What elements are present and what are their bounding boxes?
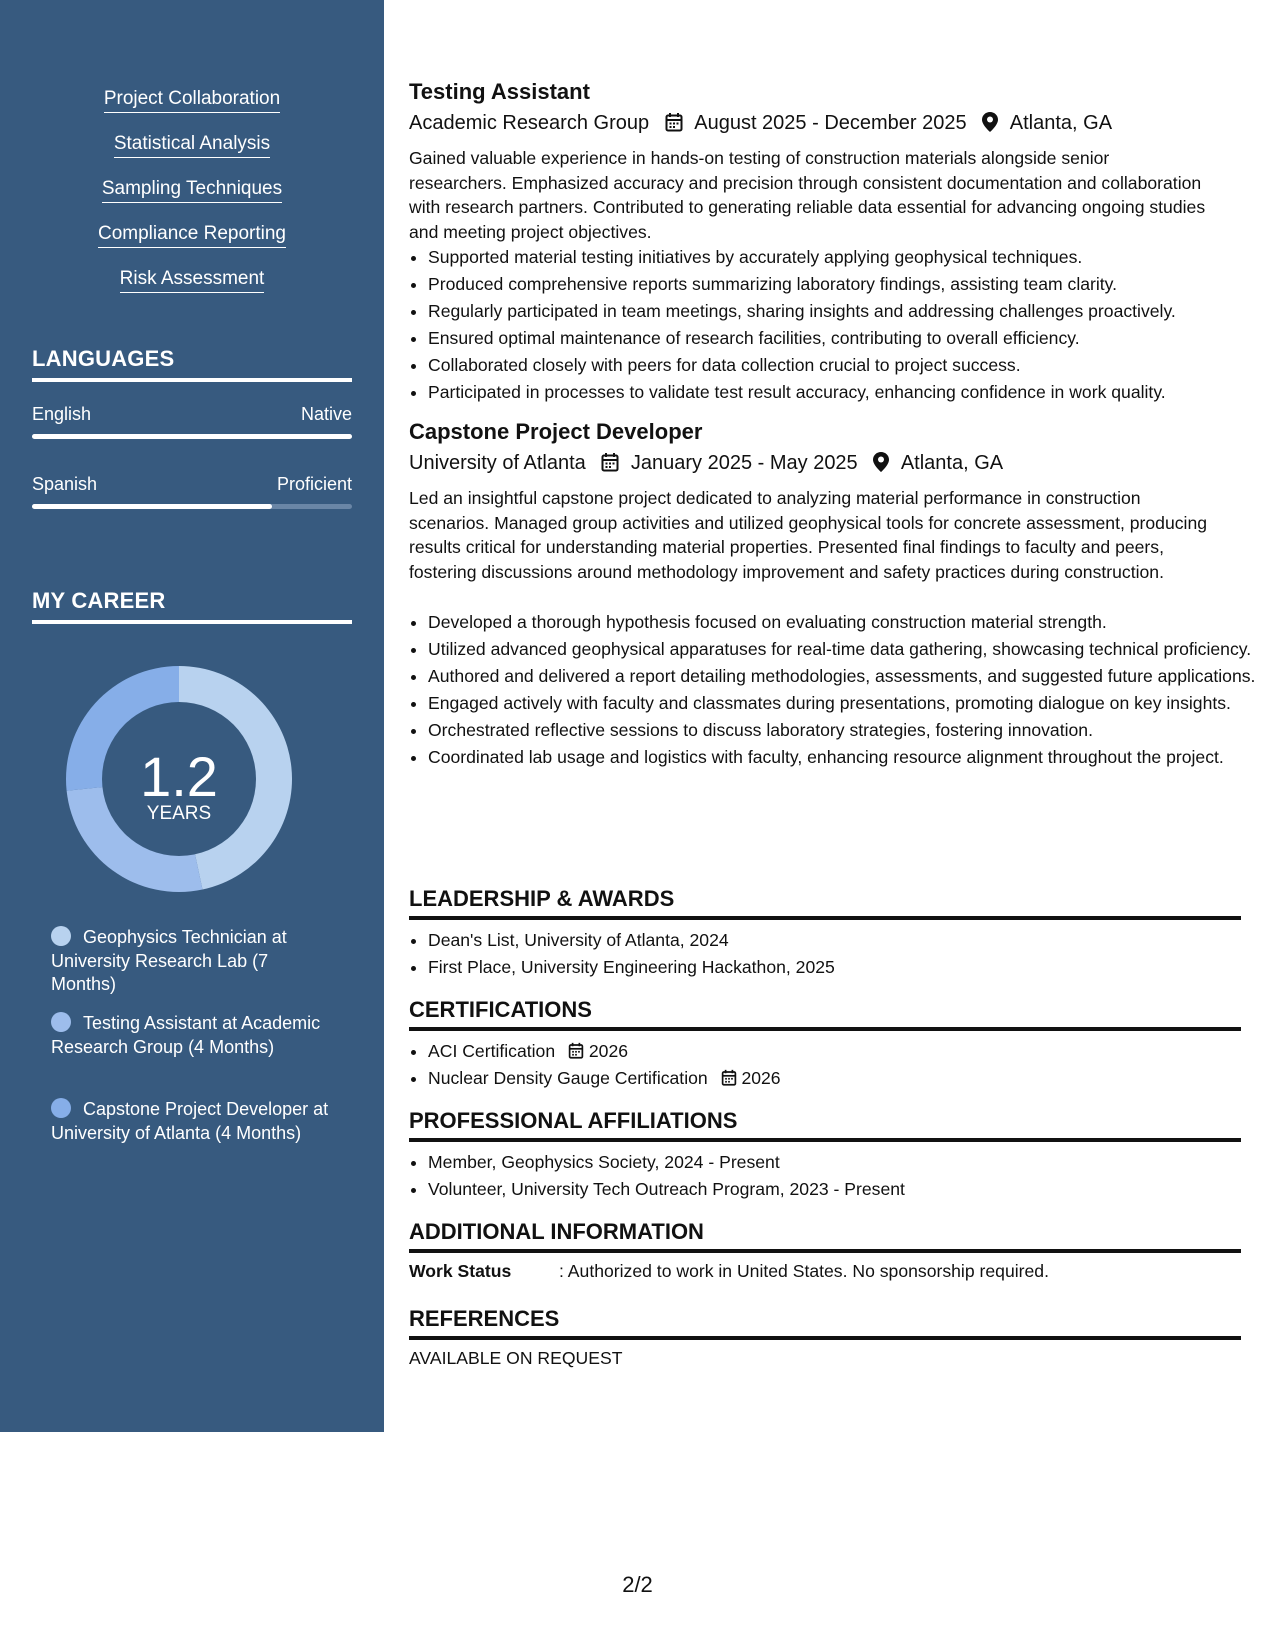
job-org: University of Atlanta (409, 452, 586, 474)
section-heading-leadership: LEADERSHIP & AWARDS (409, 886, 1241, 920)
career-legend-item: Capstone Project Developer at University of Atlanta (4 Months) (51, 1099, 329, 1143)
section-heading-certifications: CERTIFICATIONS (409, 997, 1241, 1031)
career-total-unit: YEARS (146, 803, 212, 824)
language-row (32, 404, 352, 425)
language-row (32, 474, 352, 495)
job-meta (409, 112, 1112, 135)
list-item: • Collaborated closely with peers for data collection crucial to project success. (428, 353, 1258, 378)
job-dates: August 2025 - December 2025 (694, 112, 967, 134)
list-item: • Developed a thorough hypothesis focused on evaluating construction material strength. (428, 610, 1258, 635)
career-heading: MY CAREER (32, 588, 352, 624)
job-title: Testing Assistant (409, 79, 590, 104)
job-org: Academic Research Group (409, 112, 650, 134)
list-item: • Produced comprehensive reports summarizing laboratory findings, assisting team clarity. (428, 272, 1258, 297)
job-description: Gained valuable experience in hands-on testing of construction materials alongside senior researchers. Emphasized accuracy and precision through consistent documentation and collaboration with research partners. Contributed to generating reliable data essential for advancing ongoing studies and meeting project objectives. (409, 148, 1206, 242)
skill-item: Project Collaboration (0, 88, 384, 110)
list-item: • Ensured optimal maintenance of research facilities, contributing to overall efficiency. (428, 326, 1258, 351)
legend-dot (51, 1098, 71, 1118)
language-bar (32, 434, 352, 439)
skill-item: Risk Assessment (0, 268, 384, 290)
list-item: • Coordinated lab usage and logistics with faculty, enhancing resource alignment throughout the project. (428, 745, 1258, 770)
work-status-row (409, 1261, 1049, 1282)
list-item: • Dean's List, University of Atlanta, 2024 (428, 928, 1258, 953)
sidebar (0, 0, 384, 1432)
skill-item: Compliance Reporting (0, 223, 384, 245)
section-heading-affiliations: PROFESSIONAL AFFILIATIONS (409, 1108, 1241, 1142)
list-item: • Member, Geophysics Society, 2024 - Present (428, 1150, 1258, 1175)
certification-year: 2026 (588, 1041, 629, 1061)
work-status-value: : Authorized to work in United States. No sponsorship required. (559, 1261, 1049, 1281)
certification-item (428, 1066, 1258, 1091)
language-level: Proficient (276, 474, 352, 494)
list-item: • Supported material testing initiatives by accurately applying geophysical techniques. (428, 245, 1258, 270)
job-location: Atlanta, GA (900, 452, 1004, 474)
language-bar-fill (32, 434, 352, 439)
job-bullets (409, 610, 1258, 772)
map-pin-icon (873, 452, 889, 474)
certification-name: ACI Certification (428, 1041, 556, 1061)
calendar-icon (665, 112, 683, 134)
language-level: Native (300, 404, 352, 424)
list-item: • Participated in processes to validate test result accuracy, enhancing confidence in work quality. (428, 380, 1258, 405)
certification-name: Nuclear Density Gauge Certification (428, 1068, 708, 1088)
list-item: • Utilized advanced geophysical apparatuses for real-time data gathering, showcasing technical proficiency. (428, 637, 1258, 662)
map-pin-icon (982, 112, 998, 134)
calendar-icon (721, 1068, 737, 1088)
work-status-label: Work Status (409, 1261, 512, 1281)
section-heading-references: REFERENCES (409, 1306, 1241, 1340)
job-bullets (409, 245, 1258, 407)
job-meta (409, 452, 1003, 475)
language-name: English (32, 404, 92, 424)
legend-dot (51, 926, 71, 946)
list-item: • Authored and delivered a report detailing methodologies, assessments, and suggested future applications. (428, 664, 1258, 689)
list-item: • Volunteer, University Tech Outreach Program, 2023 - Present (428, 1177, 1258, 1202)
calendar-icon (568, 1041, 584, 1061)
job-dates: January 2025 - May 2025 (630, 452, 858, 474)
languages-heading: LANGUAGES (32, 346, 352, 382)
page-number: 2/2 (622, 1572, 653, 1597)
leadership-list (409, 928, 1258, 982)
career-total-value: 1.2 (140, 745, 218, 808)
skill-item: Sampling Techniques (0, 178, 384, 200)
legend-dot (51, 1012, 71, 1032)
list-item: • Regularly participated in team meetings, sharing insights and addressing challenges proactively. (428, 299, 1258, 324)
section-heading-additional: ADDITIONAL INFORMATION (409, 1219, 1241, 1253)
certification-year: 2026 (741, 1068, 781, 1088)
language-bar (32, 504, 352, 509)
certifications-list (409, 1039, 1258, 1093)
calendar-icon (601, 452, 619, 474)
affiliations-list (409, 1150, 1258, 1204)
language-name: Spanish (32, 474, 98, 494)
job-description: Led an insightful capstone project dedicated to analyzing material performance in construction scenarios. Managed group activities and utilized geophysical tools for concrete assessment, producing results critical for understanding material properties. Presented final findings to faculty and peers, fostering discussions around methodology improvement and safety practices during construction. (409, 488, 1208, 582)
list-item: • Orchestrated reflective sessions to discuss laboratory strategies, fostering innovation. (428, 718, 1258, 743)
language-bar-fill (32, 504, 272, 509)
certification-item (428, 1039, 1258, 1064)
career-legend-item: Geophysics Technician at University Research Lab (7 Months) (51, 927, 287, 994)
list-item: • First Place, University Engineering Hackathon, 2025 (428, 955, 1258, 980)
job-location: Atlanta, GA (1009, 112, 1113, 134)
references-text: AVAILABLE ON REQUEST (409, 1348, 623, 1368)
list-item: • Engaged actively with faculty and classmates during presentations, promoting dialogue on key insights. (428, 691, 1258, 716)
career-donut-chart (66, 666, 292, 892)
job-title: Capstone Project Developer (409, 419, 703, 444)
career-legend-item: Testing Assistant at Academic Research Group (4 Months) (51, 1013, 321, 1057)
skill-item: Statistical Analysis (0, 133, 384, 155)
